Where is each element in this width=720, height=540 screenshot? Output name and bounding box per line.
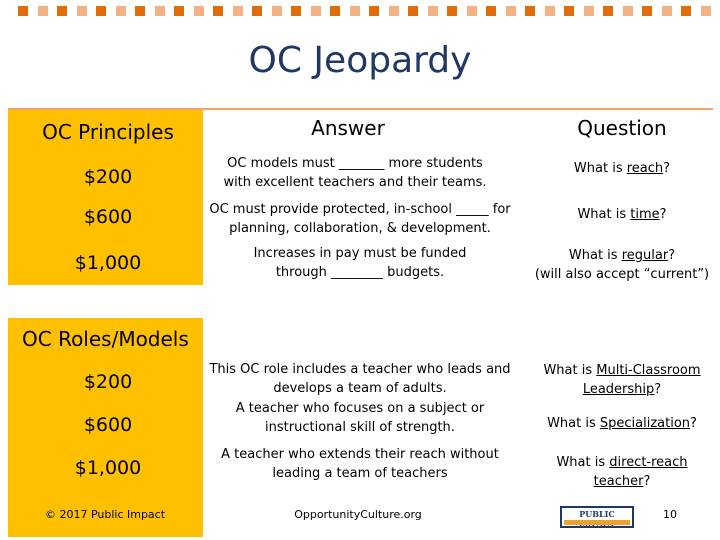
logo-strip (564, 520, 630, 525)
answer-cell (205, 154, 505, 192)
answer-line: A teacher who focuses on a subject or (235, 401, 485, 416)
question-header: Question (577, 116, 667, 140)
band-square (330, 6, 340, 16)
question-cell (522, 159, 720, 178)
logo-text: PUBLIC (579, 509, 615, 519)
question-note: (will also accept “current”) (534, 267, 710, 282)
band-square (623, 6, 633, 16)
value-600[interactable]: $600 (83, 206, 133, 228)
answer-line: OC must provide protected, in-school _____ for (209, 202, 511, 217)
question-line (512, 246, 720, 265)
page-number: 10 (663, 508, 677, 521)
top-decorative-band (0, 0, 720, 24)
question-suffix: ? (690, 416, 697, 431)
question-cell (512, 246, 720, 284)
band-square (701, 6, 711, 16)
question-prefix: What is (573, 161, 627, 176)
question-term: direct-reach (609, 455, 688, 470)
band-square (174, 6, 184, 16)
band-square (233, 6, 243, 16)
band-square (57, 6, 67, 16)
band-square (155, 6, 165, 16)
value-600[interactable]: $600 (83, 414, 133, 436)
question-line (522, 361, 720, 380)
band-square (408, 6, 418, 16)
band-square (18, 6, 28, 16)
question-prefix: What is (543, 363, 597, 378)
band-square (642, 6, 652, 16)
question-suffix: ? (668, 248, 676, 263)
category-roles-models: OC Roles/Models (22, 327, 198, 351)
band-square (584, 6, 594, 16)
band-square (96, 6, 106, 16)
question-suffix: ? (663, 161, 671, 176)
question-term: regular (621, 248, 669, 263)
question-term: teacher (593, 474, 644, 489)
question-term: reach (626, 161, 664, 176)
band-square (662, 6, 672, 16)
band-square (350, 6, 360, 16)
answer-line: leading a team of teachers (272, 466, 448, 481)
band-square (681, 6, 691, 16)
band-square (467, 6, 477, 16)
answer-cell (210, 244, 510, 282)
question-cell (522, 205, 720, 224)
question-cell (522, 361, 720, 399)
band-square (252, 6, 262, 16)
question-suffix: ? (659, 207, 667, 222)
question-term: Leadership (582, 382, 655, 397)
band-square (38, 6, 48, 16)
slide-title: OC Jeopardy (248, 40, 472, 81)
band-square (389, 6, 399, 16)
band-square (564, 6, 574, 16)
question-prefix: What is (577, 207, 631, 222)
band-square (311, 6, 321, 16)
answer-line: develops a team of adults. (273, 381, 447, 396)
question-prefix: What is (568, 248, 622, 263)
band-square (77, 6, 87, 16)
answer-header: Answer (311, 116, 385, 140)
question-cell (522, 414, 720, 433)
value-200[interactable]: $200 (83, 166, 133, 188)
question-line (522, 380, 720, 399)
category-principles: OC Principles (42, 120, 174, 144)
question-suffix: ? (654, 382, 662, 397)
public-impact-logo (560, 506, 634, 528)
answer-line: through ________ budgets. (275, 265, 445, 280)
answer-cell (205, 445, 515, 483)
value-1000[interactable]: $1,000 (74, 252, 142, 274)
band-square (447, 6, 457, 16)
band-square (486, 6, 496, 16)
question-term: Multi-Classroom (596, 363, 701, 378)
answer-line: with excellent teachers and their teams. (223, 175, 487, 190)
value-1000[interactable]: $1,000 (74, 457, 142, 479)
answer-line: Increases in pay must be funded (253, 246, 467, 261)
band-square (369, 6, 379, 16)
copyright-text: © 2017 Public Impact (44, 508, 166, 521)
band-square (194, 6, 204, 16)
answer-cell (205, 399, 515, 437)
band-square (116, 6, 126, 16)
question-term: Specialization (599, 416, 691, 431)
website-link[interactable]: OpportunityCulture.org (294, 508, 422, 521)
question-suffix: ? (643, 474, 651, 489)
answer-line: A teacher who extends their reach without (221, 447, 499, 462)
value-200[interactable]: $200 (83, 371, 133, 393)
question-line (522, 472, 720, 491)
answer-line: planning, collaboration, & development. (229, 221, 491, 236)
question-prefix: What is (547, 416, 600, 431)
band-square (603, 6, 613, 16)
band-square (525, 6, 535, 16)
answer-line: instructional skill of strength. (265, 420, 455, 435)
answer-line: This OC role includes a teacher who leads and (209, 362, 511, 377)
question-term: time (630, 207, 660, 222)
band-square (506, 6, 516, 16)
question-prefix: What is (556, 455, 610, 470)
question-cell (522, 453, 720, 491)
band-square (213, 6, 223, 16)
answer-cell (205, 360, 515, 398)
band-square (135, 6, 145, 16)
answer-line: OC models must _______ more students (227, 156, 483, 171)
band-square (428, 6, 438, 16)
question-line (522, 453, 720, 472)
band-square (291, 6, 301, 16)
band-square (545, 6, 555, 16)
answer-cell (200, 200, 520, 238)
band-square (272, 6, 282, 16)
